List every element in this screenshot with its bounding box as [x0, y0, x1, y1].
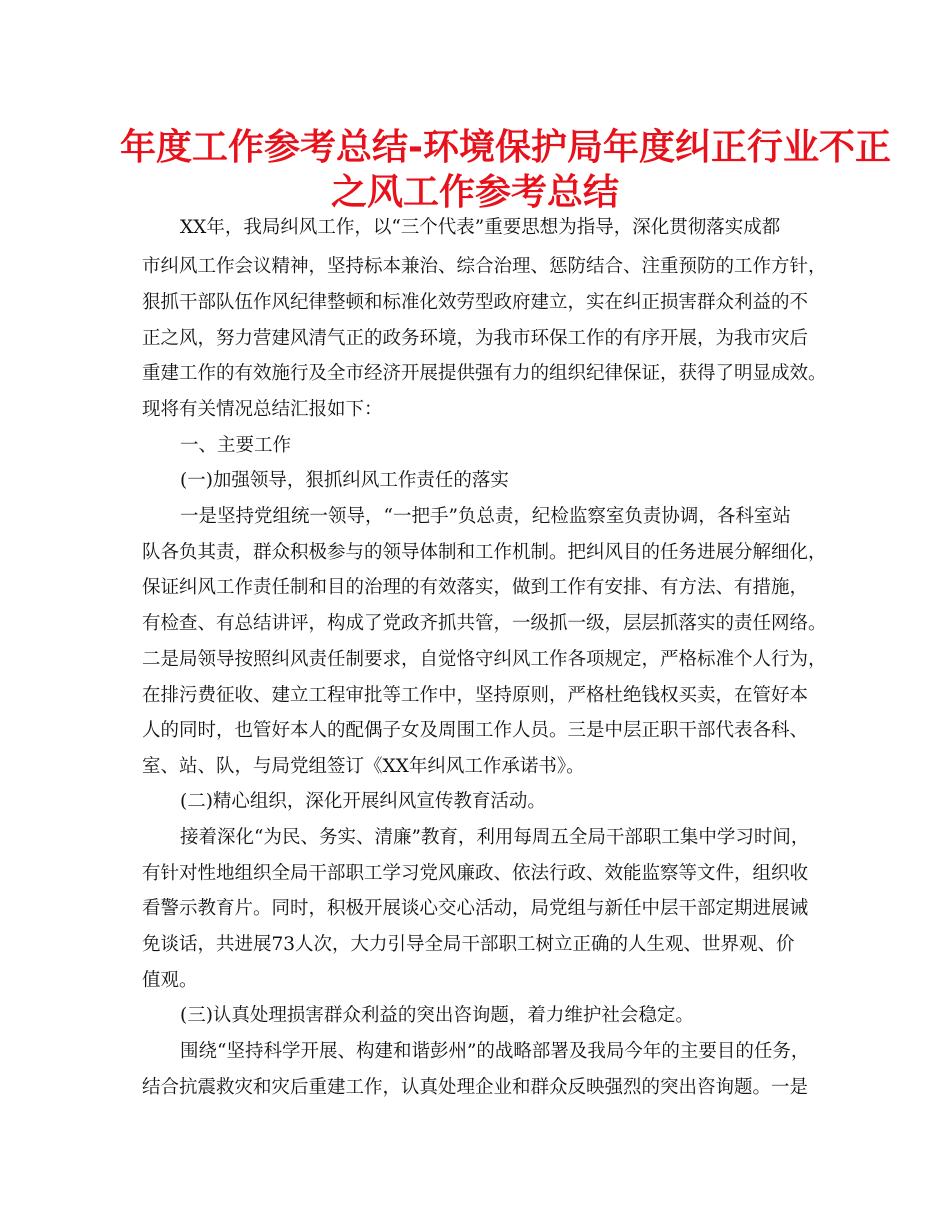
body-line: 在排污费征收、建立工程审批等工作中，坚持原则，严格杜绝钱权买卖，在管好本: [142, 685, 809, 706]
body-line: 免谈话，共进展73人次，大力引导全局干部职工树立正确的人生观、世界观、价: [142, 934, 795, 955]
body-line: XX年，我局纠风工作，以“三个代表”重要思想为指导，深化贯彻落实成都: [180, 217, 781, 238]
body-line: 人的同时，也管好本人的配偶子女及周围工作人员。三是中层正职干部代表各科、: [142, 720, 809, 741]
body-line: 保证纠风工作责任制和目的治理的有效落实，做到工作有安排、有方法、有措施，: [142, 577, 809, 598]
document-title-line-1: 年度工作参考总结-环境保护局年度纠正行业不正: [120, 127, 891, 168]
body-line: 狠抓干部队伍作风纪律整顿和标准化效劳型政府建立，实在纠正损害群众利益的不: [142, 292, 809, 313]
body-line: 二是局领导按照纠风责任制要求，自觉恪守纠风工作各项规定，严格标准个人行为，: [142, 649, 827, 670]
document-title-line-2: 之风工作参考总结: [330, 172, 619, 213]
body-line: 市纠风工作会议精神，坚持标本兼治、综合治理、惩防结合、注重预防的工作方针，: [142, 256, 827, 277]
subsection-heading: (三)认真处理损害群众利益的突出咨询题，着力维护社会稳定。: [180, 1005, 694, 1026]
body-line: 看警示教育片。同时，积极开展谈心交心活动，局党组与新任中层干部定期进展诫: [142, 898, 809, 919]
body-line: 结合抗震救灾和灾后重建工作，认真处理企业和群众反映强烈的突出咨询题。一是: [142, 1077, 809, 1098]
body-line: 队各负其责，群众积极参与的领导体制和工作机制。把纠风目的任务进展分解细化，: [142, 542, 827, 563]
body-line: 室、站、队，与局党组签订《XX年纠风工作承诺书》。: [142, 756, 585, 777]
subsection-heading: (一)加强领导，狠抓纠风工作责任的落实: [180, 470, 509, 491]
body-line: 现将有关情况总结汇报如下：: [142, 399, 383, 420]
body-line: 接着深化“为民、务实、清廉”教育，利用每周五全局干部职工集中学习时间，: [180, 827, 810, 848]
body-line: 围绕“坚持科学开展、构建和谐彭州”的战略部署及我局今年的主要目的任务，: [180, 1041, 810, 1062]
body-line: 正之风，努力营建风清气正的政务环境，为我市环保工作的有序开展，为我市灾后: [142, 328, 809, 349]
section-heading: 一、主要工作: [180, 435, 292, 456]
subsection-heading: (二)精心组织，深化开展纠风宣传教育活动。: [180, 791, 546, 812]
body-line: 有检查、有总结讲评，构成了党政齐抓共管，一级抓一级，层层抓落实的责任网络。: [142, 613, 827, 634]
body-line: 重建工作的有效施行及全市经济开展提供强有力的组织纪律保证，获得了明显成效。: [142, 363, 827, 384]
body-line: 值观。: [142, 970, 198, 991]
body-line: 一是坚持党组统一领导，“一把手”负总责，纪检监察室负责协调，各科室站: [180, 506, 791, 527]
body-line: 有针对性地组织全局干部职工学习党风廉政、依法行政、效能监察等文件，组织收: [142, 863, 809, 884]
